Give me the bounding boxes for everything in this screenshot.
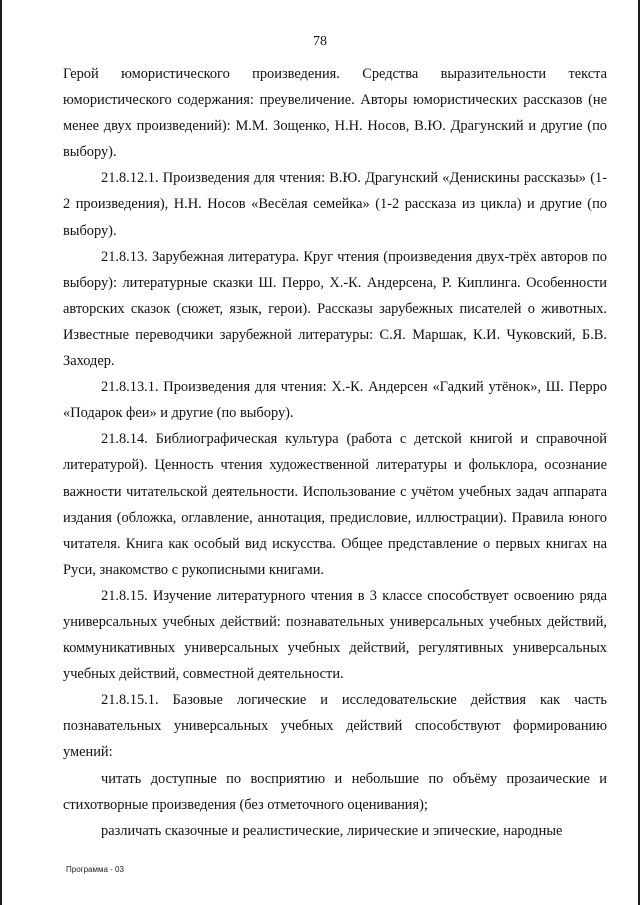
- paragraph-21-8-13-1: 21.8.13.1. Произведения для чтения: Х.-К. Андерсен «Гадкий утёнок», Ш. Перро «Подарок феи» и другие (по выбору).: [63, 379, 607, 422]
- document-body: [63, 61, 607, 844]
- paragraph-21-8-12-1: 21.8.12.1. Произведения для чтения: В.Ю. Драгунский «Денискины рассказы» (1-2 произведения), Н.Н. Носов «Весёлая семейка» (1-2 рассказа из цикла) и другие (по выбору).: [63, 170, 607, 239]
- list-item-read-works: читать доступные по восприятию и небольшие по объёму прозаические и стихотворные произведения (без отметочного оценивания);: [63, 770, 607, 813]
- paragraph-humor-authors: Герой юмористического произведения. Средства выразительности текста юмористического содержания: преувеличение. Авторы юмористических рассказов (не менее двух произведений): М.М. Зощенко, Н.Н. Носов, В.Ю. Драгунский и другие (по выбору).: [63, 66, 607, 161]
- paragraph-21-8-14: 21.8.14. Библиографическая культура (работа с детской книгой и справочной литературой). Ценность чтения художественной литературы и фольклора, осознание важности читательской деятельности. Использование с учётом учебных задач аппарата издания (обложка, оглавление, аннотация, предисловие, иллюстрации). Правила юного читателя. Книга как особый вид искусства. Общее представление о первых книгах на Руси, знакомство с рукописными книгами.: [63, 431, 607, 578]
- list-item-distinguish: различать сказочные и реалистические, лирические и эпические, народные: [101, 822, 563, 839]
- paragraph-21-8-13: 21.8.13. Зарубежная литература. Круг чтения (произведения двух-трёх авторов по выбору): литературные сказки Ш. Перро, Х.-К. Андерсена, Р. Киплинга. Особенности авторских сказок (сюжет, язык, герои). Рассказы зарубежных писателей о животных. Известные переводчики зарубежной литературы: С.Я. Маршак, К.И. Чуковский, Б.В. Заходер.: [63, 248, 607, 370]
- footer-program-label: Программа - 03: [66, 865, 124, 874]
- scan-edge-left: [0, 0, 2, 905]
- page-number: 78: [313, 34, 327, 49]
- paragraph-21-8-15: 21.8.15. Изучение литературного чтения в 3 классе способствует освоению ряда универсальных учебных действий: познавательных универсальных учебных действий, коммуникативных универсальных учебных действий, регулятивных универсальных учебных действий, совместной деятельности.: [63, 587, 607, 683]
- paragraph-21-8-15-1: 21.8.15.1. Базовые логические и исследовательские действия как часть познавательных универсальных учебных действий способствуют формированию умений:: [63, 692, 607, 761]
